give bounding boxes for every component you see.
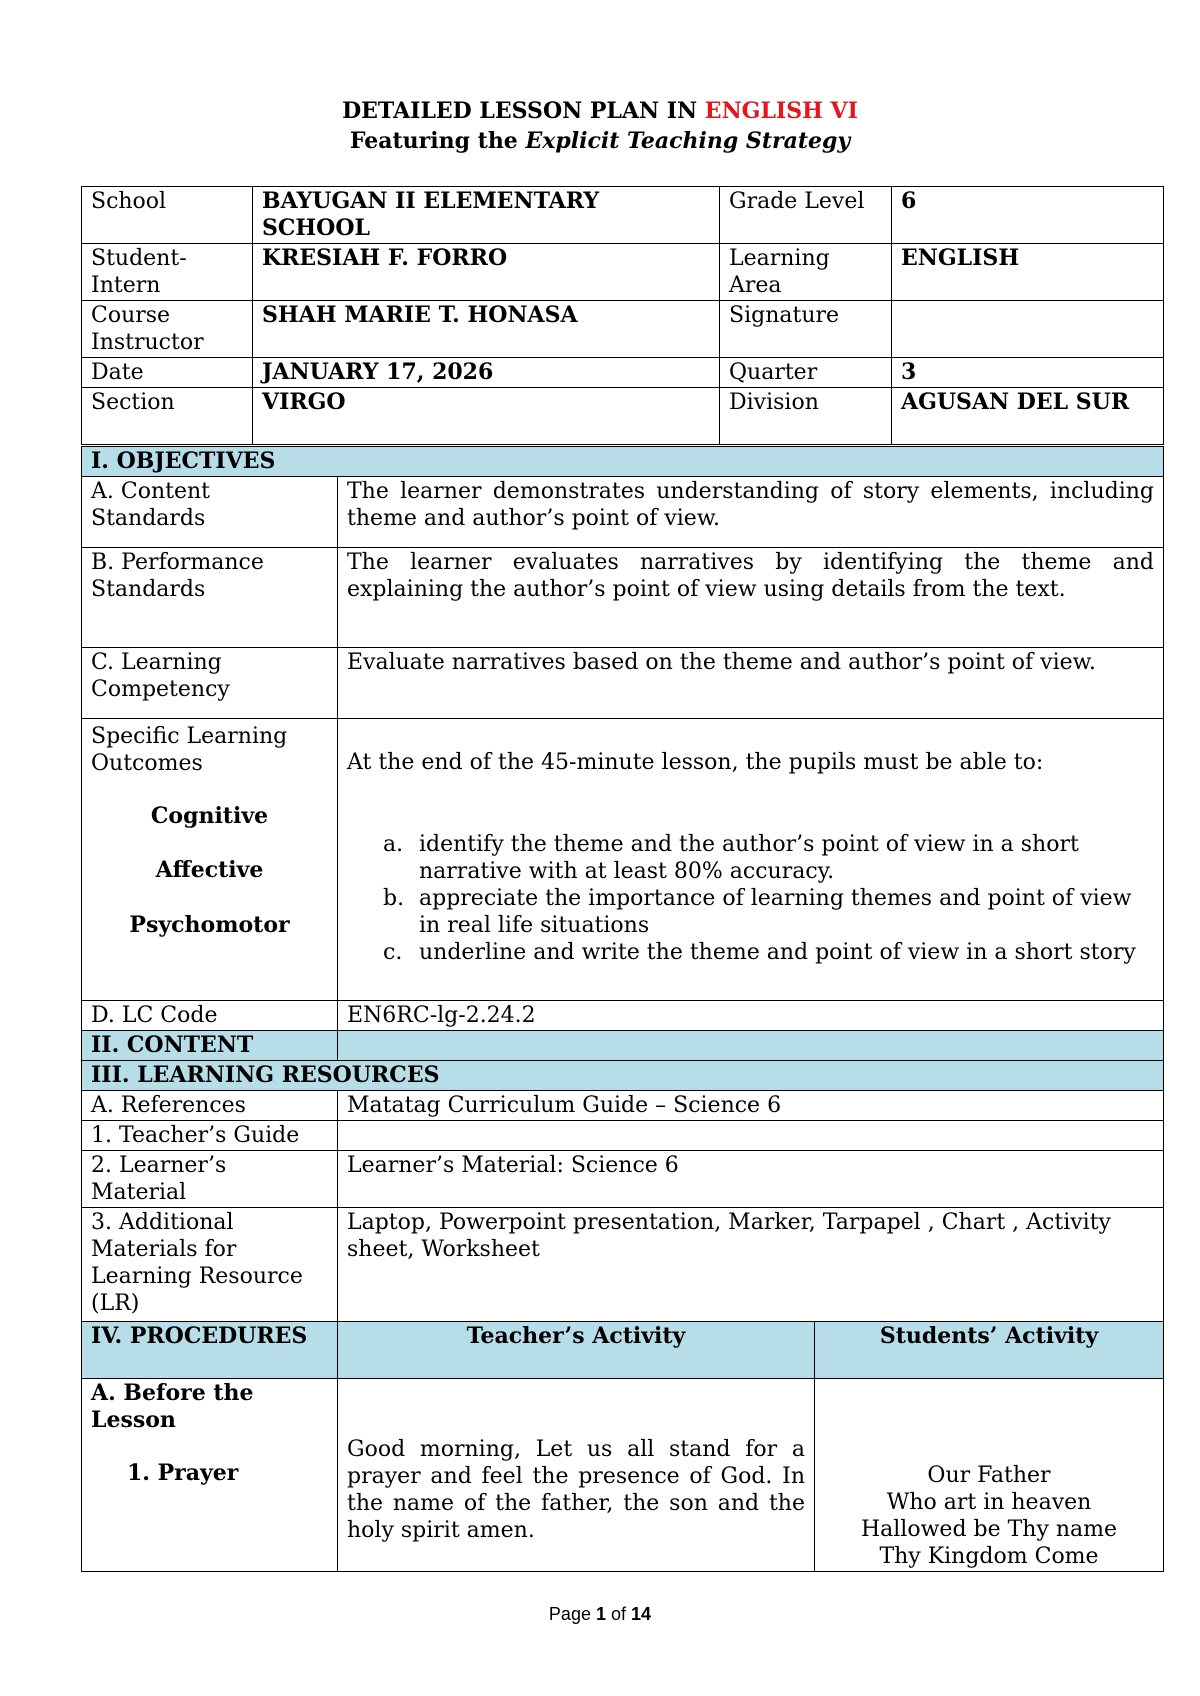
document-title — [0, 96, 1200, 126]
objectives-header: I. OBJECTIVES — [82, 447, 1164, 477]
additional-materials-value: Laptop, Powerpoint presentation, Marker, Tarpapel , Chart , Activity sheet, Worksheet — [338, 1208, 1164, 1322]
signature-value — [892, 301, 1164, 358]
quarter-label: Quarter — [720, 358, 892, 388]
prayer-line: Our Father — [927, 1463, 1051, 1488]
outcome-item — [347, 939, 1154, 966]
outcome-text: underline and write the theme and point of view in a short story — [419, 940, 1136, 965]
outcome-text: appreciate the importance of learning themes and point of view in real life situations — [419, 886, 1132, 938]
instructor-value: SHAH MARIE T. HONASA — [253, 301, 720, 358]
school-value: BAYUGAN II ELEMENTARY SCHOOL — [253, 187, 720, 244]
signature-label: Signature — [720, 301, 892, 358]
additional-materials-label: 3. Additional Materials for Learning Resource (LR) — [82, 1208, 338, 1322]
performance-standards-text: The learner evaluates narratives by identifying the theme and explaining the author’s point of view using details from the text. — [338, 548, 1164, 648]
area-label: Learning Area — [720, 244, 892, 301]
learners-material-value: Learner’s Material: Science 6 — [338, 1151, 1164, 1208]
document-subtitle — [0, 126, 1200, 156]
instructor-label: Course Instructor — [82, 301, 253, 358]
subtitle-strategy: Explicit Teaching Strategy — [525, 128, 851, 154]
lc-code-value: EN6RC-lg-2.24.2 — [338, 1001, 1164, 1031]
prayer-line: Hallowed be Thy name — [860, 1517, 1118, 1542]
outcome-text: identify the theme and the author’s point of view in a short narrative with at least 80% accuracy. — [419, 832, 1079, 884]
subtitle-prefix: Featuring the — [349, 128, 518, 154]
outcome-marker: a. — [383, 832, 404, 857]
footer-of-word: of — [611, 1604, 627, 1624]
learning-competency-label: C. Learning Competency — [82, 648, 338, 719]
learners-material-label: 2. Learner’s Material — [82, 1151, 338, 1208]
intern-label: Student-Intern — [82, 244, 253, 301]
slo-content — [338, 719, 1164, 1001]
learning-competency-text: Evaluate narratives based on the theme and author’s point of view. — [338, 648, 1164, 719]
area-value: ENGLISH — [892, 244, 1164, 301]
before-lesson-cell — [82, 1379, 338, 1572]
intern-value: KRESIAH F. FORRO — [253, 244, 720, 301]
teachers-guide-label: 1. Teacher’s Guide — [82, 1121, 338, 1151]
domain-psychomotor: Psychomotor — [129, 912, 290, 938]
teacher-activity-header: Teacher’s Activity — [338, 1322, 815, 1379]
title-subject: ENGLISH VI — [704, 98, 858, 124]
slo-intro: At the end of the 45-minute lesson, the pupils must be able to: — [347, 750, 1044, 775]
info-table — [81, 186, 1164, 445]
references-label: A. References — [82, 1091, 338, 1121]
domain-cognitive: Cognitive — [150, 803, 269, 829]
slo-label: Specific Learning Outcomes — [91, 724, 288, 776]
title-prefix: DETAILED LESSON PLAN IN — [342, 98, 698, 124]
footer-page-total: 14 — [631, 1604, 652, 1624]
lc-code-label: D. LC Code — [82, 1001, 338, 1031]
grade-value: 6 — [892, 187, 1164, 244]
section-value: VIRGO — [253, 388, 720, 445]
teacher-prayer-text: Good morning, Let us all stand for a prayer and feel the presence of God. In the name of the father, the son and the holy spirit amen. — [338, 1379, 815, 1572]
performance-standards-label: B. Performance Standards — [82, 548, 338, 648]
prayer-label: 1. Prayer — [127, 1460, 239, 1486]
before-lesson-label: A. Before the Lesson — [91, 1380, 254, 1433]
division-label: Division — [720, 388, 892, 445]
section-label: Section — [82, 388, 253, 445]
resources-header: III. LEARNING RESOURCES — [82, 1061, 1164, 1091]
procedures-header: IV. PROCEDURES — [82, 1322, 338, 1379]
footer-page-number: 1 — [595, 1604, 606, 1624]
slo-cell — [82, 719, 338, 1001]
outcome-item — [347, 831, 1154, 885]
students-prayer-cell — [815, 1379, 1164, 1572]
content-value — [338, 1031, 1164, 1061]
outcome-marker: c. — [383, 940, 403, 965]
division-value: AGUSAN DEL SUR — [892, 388, 1164, 445]
domain-affective: Affective — [155, 857, 264, 883]
content-standards-text: The learner demonstrates understanding of story elements, including theme and author’s point of view. — [338, 477, 1164, 548]
students-activity-header: Students’ Activity — [815, 1322, 1164, 1379]
footer-page-word: Page — [548, 1604, 591, 1624]
grade-label: Grade Level — [720, 187, 892, 244]
outcomes-list — [347, 831, 1154, 966]
date-value: JANUARY 17, 2026 — [253, 358, 720, 388]
prayer-line: Thy Kingdom Come — [879, 1544, 1099, 1569]
teachers-guide-value — [338, 1121, 1164, 1151]
school-label: School — [82, 187, 253, 244]
content-header: II. CONTENT — [82, 1031, 338, 1061]
prayer-line: Who art in heaven — [886, 1490, 1092, 1515]
date-label: Date — [82, 358, 253, 388]
outcome-item — [347, 885, 1154, 939]
lesson-table — [81, 446, 1164, 1572]
quarter-value: 3 — [892, 358, 1164, 388]
page-footer — [0, 1604, 1200, 1625]
references-value: Matatag Curriculum Guide – Science 6 — [338, 1091, 1164, 1121]
content-standards-label: A. Content Standards — [82, 477, 338, 548]
outcome-marker: b. — [383, 886, 405, 911]
